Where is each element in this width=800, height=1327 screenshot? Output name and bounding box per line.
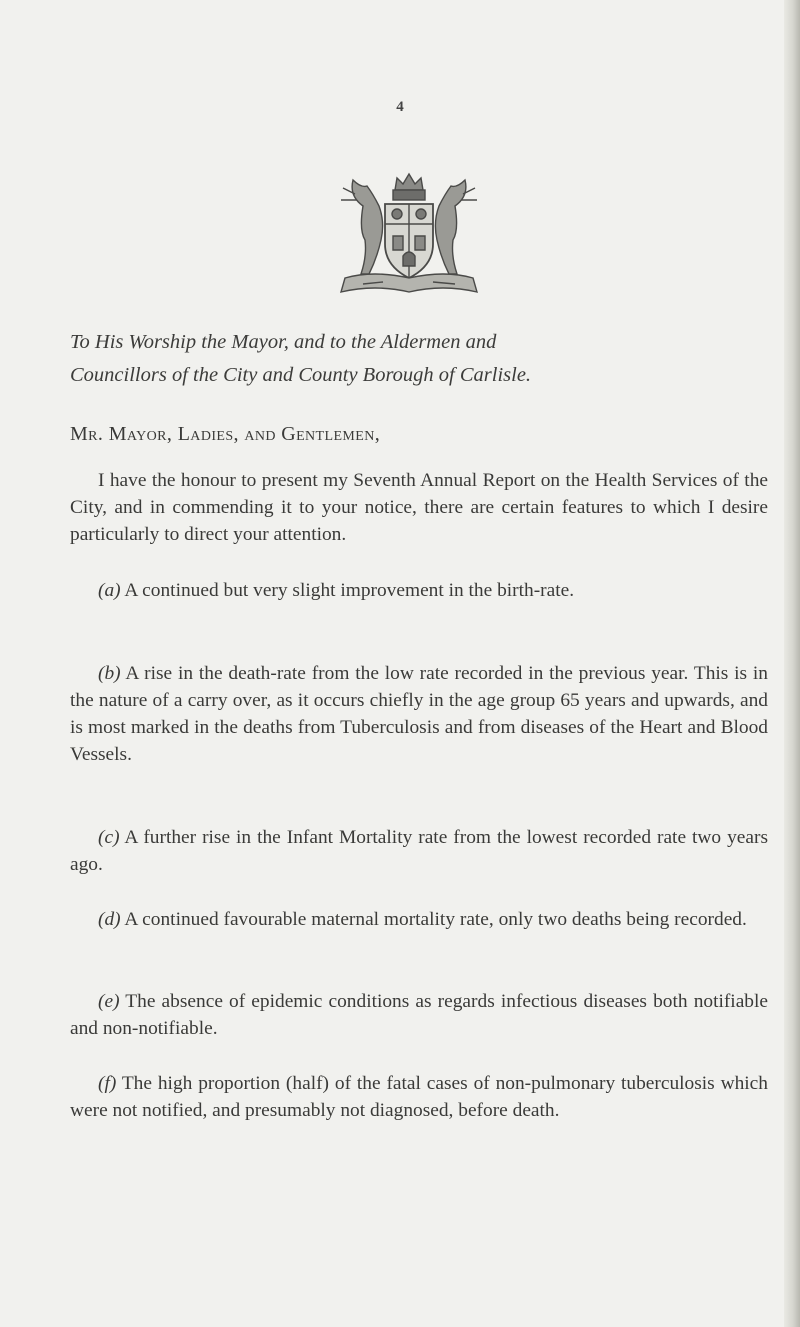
item-f-label: (f) (98, 1073, 117, 1094)
item-d-text: A continued favourable maternal mortality rate, only two deaths being recorded. (120, 909, 747, 930)
page-edge-shadow (784, 0, 800, 1327)
item-f-text: The high proportion (half) of the fatal cases of non-pulmonary tuberculosis which were not notified, and presumably not diagnosed, before death. (70, 1073, 768, 1121)
item-d-paragraph (70, 906, 768, 933)
item-b-text: A rise in the death-rate from the low rate recorded in the previous year. This is in the nature of a carry over, as it occurs chiefly in the age group 65 years and upwards, and is most marked in the deaths from Tuberculosis and from diseases of the Heart and Blood Vessels. (70, 663, 768, 765)
item-d-label: (d) (98, 909, 121, 930)
item-a-text: A continued but very slight improvement in the birth-rate. (120, 580, 575, 601)
address-line-2: Councillors of the City and County Borough of Carlisle. (70, 364, 532, 386)
item-e-text: The absence of epidemic conditions as regards infectious diseases both notifiable and non-notifiable. (70, 991, 768, 1039)
item-b-label: (b) (98, 663, 121, 684)
city-coat-of-arms-icon (333, 166, 485, 300)
address-block (70, 326, 760, 392)
item-c-paragraph (70, 824, 768, 878)
item-c-label: (c) (98, 827, 120, 848)
intro-paragraph: I have the honour to present my Seventh Annual Report on the Health Services of the City, and in commending it to your notice, there are certain features to which I desire particularly to direct your attention. (70, 470, 768, 545)
item-c-text: A further rise in the Infant Mortality rate from the lowest recorded rate two years ago. (70, 827, 768, 875)
item-a-label: (a) (98, 580, 121, 601)
salutation: Mr. Mayor, Ladies, and Gentlemen, (70, 423, 381, 445)
page-number: 4 (396, 99, 404, 115)
item-f-paragraph (70, 1070, 768, 1124)
item-e-label: (e) (98, 991, 120, 1012)
item-e-paragraph (70, 988, 768, 1042)
item-a-paragraph (70, 577, 768, 604)
item-b-paragraph (70, 660, 768, 768)
address-line-1: To His Worship the Mayor, and to the Aldermen and (70, 331, 497, 353)
